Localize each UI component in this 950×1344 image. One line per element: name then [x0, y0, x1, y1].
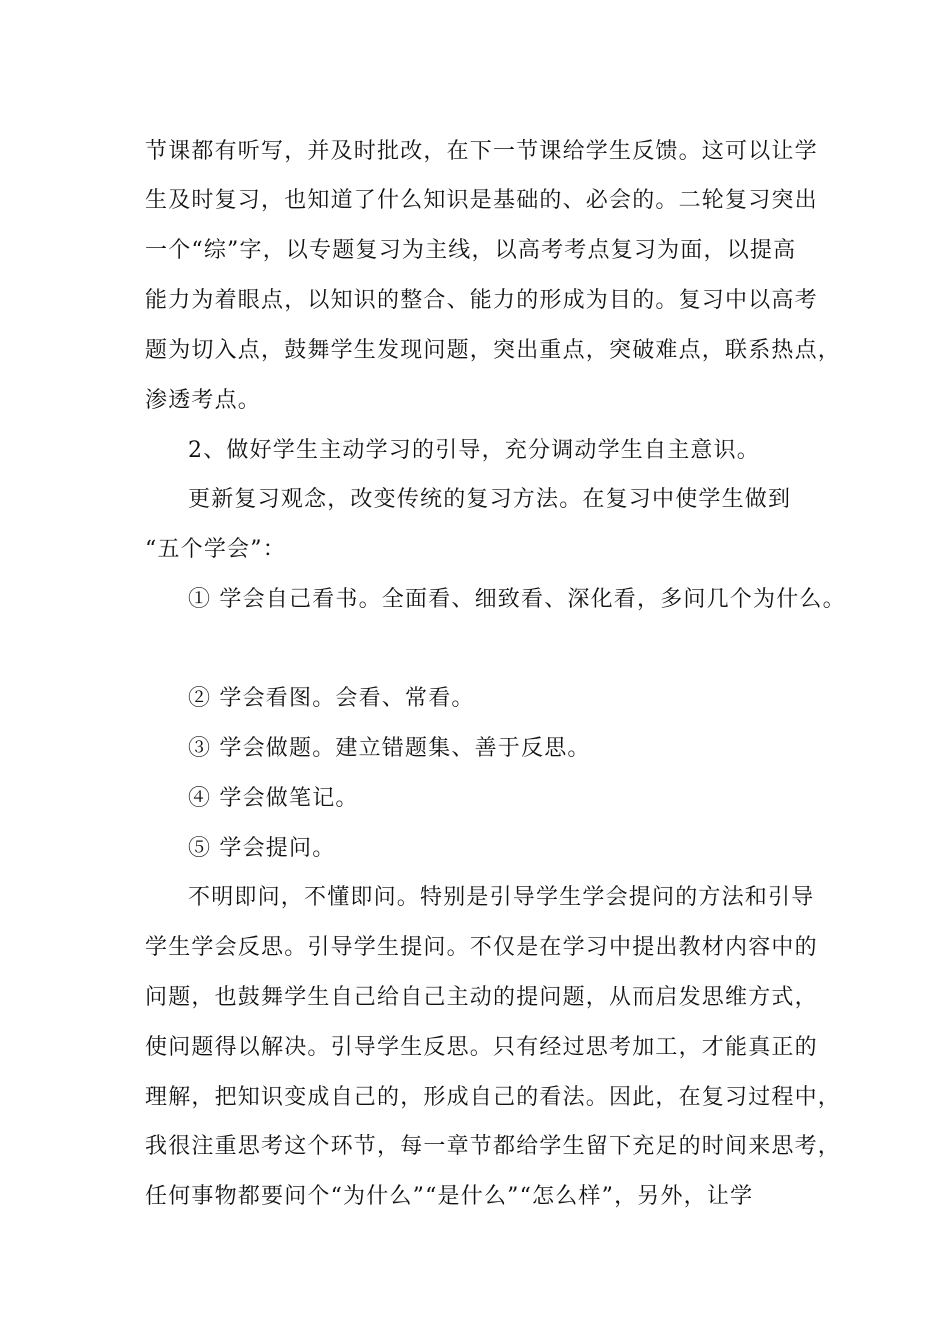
text-line: 更新复习观念，改变传统的复习方法。在复习中使学生做到 — [188, 487, 792, 512]
text-line: 题为切入点，鼓舞学生发现问题，突出重点，突破难点，联系热点， — [145, 338, 842, 363]
text-line: 生及时复习，也知道了什么知识是基础的、必会的。二轮复习突出 — [145, 188, 818, 213]
list-item: ③ 学会做题。建立错题集、善于反思。 — [188, 736, 591, 761]
text-line: 学生学会反思。引导学生提问。不仅是在学习中提出教材内容中的 — [145, 935, 818, 960]
text-line: 理解，把知识变成自己的，形成自己的看法。因此，在复习过程中， — [145, 1085, 842, 1110]
list-item: ② 学会看图。会看、常看。 — [188, 686, 475, 711]
text-line: “五个学会”： — [145, 537, 286, 562]
section-heading: 2、做好学生主动学习的引导，充分调动学生自主意识。 — [188, 438, 760, 463]
list-item: ④ 学会做笔记。 — [188, 786, 359, 811]
text-line: 使问题得以解决。引导学生反思。只有经过思考加工，才能真正的 — [145, 1035, 818, 1060]
text-line: 节课都有听写，并及时批改，在下一节课给学生反馈。这可以让学 — [145, 139, 818, 164]
text-line: 我很注重思考这个环节，每一章节都给学生留下充足的时间来思考， — [145, 1134, 842, 1159]
text-line: 渗透考点。 — [145, 388, 262, 413]
list-item: ⑤ 学会提问。 — [188, 836, 336, 861]
text-line: 问题，也鼓舞学生自己给自己主动的提问题，从而启发思维方式， — [145, 985, 818, 1010]
text-line: 能力为着眼点，以知识的整合、能力的形成为目的。复习中以高考 — [145, 288, 818, 313]
text-line: 任何事物都要问个“为什么”“是什么”“怎么样”，另外，让学 — [145, 1184, 754, 1209]
text-line: 一个“综”字，以专题复习为主线，以高考考点复习为面，以提高 — [145, 238, 797, 263]
text-line: 不明即问，不懂即问。特别是引导学生学会提问的方法和引导 — [188, 885, 815, 910]
list-item: ① 学会自己看书。全面看、细致看、深化看，多问几个为什么。 — [188, 587, 846, 612]
